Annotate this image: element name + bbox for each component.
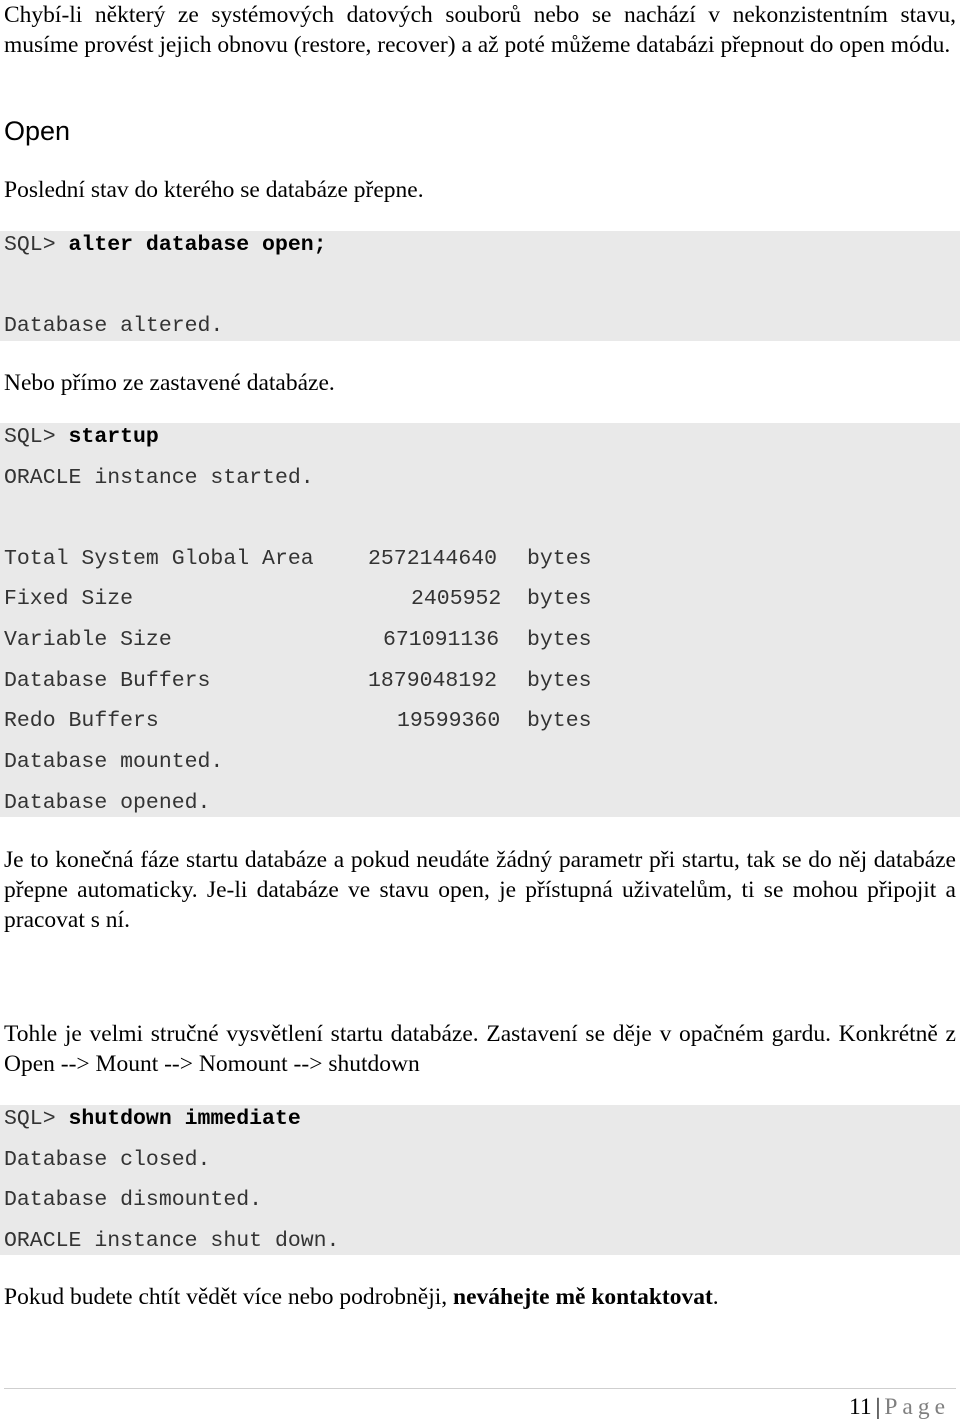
code-block-alter-open bbox=[0, 231, 960, 341]
sga-value: 671091136 bbox=[383, 628, 500, 652]
contact-link-text: neváhejte mě kontaktovat bbox=[453, 1284, 713, 1310]
code-line-output: Database altered. bbox=[4, 314, 224, 338]
sga-label: Database Buffers bbox=[4, 669, 211, 693]
contact-line: Pokud budete chtít vědět více nebo podrobněji, neváhejte mě kontaktovat. bbox=[4, 1284, 719, 1310]
sga-label: Variable Size bbox=[4, 628, 172, 652]
code-block-startup bbox=[0, 423, 960, 817]
page-label: Page bbox=[884, 1394, 950, 1420]
code-line-mounted: Database mounted. bbox=[4, 750, 224, 774]
code-line-shut-down: ORACLE instance shut down. bbox=[4, 1229, 340, 1253]
code-line-closed: Database closed. bbox=[4, 1148, 211, 1172]
final-stage-paragraph: Je to konečná fáze startu databáze a pokud neudáte žádný parametr při startu, tak se do něj databáze přepne automaticky. Je-li databáze ve stavu open, je přístupná uživatelům, ti se mohou připojit a pracovat s ní. bbox=[4, 847, 956, 933]
alternative-text: Nebo přímo ze zastavené databáze. bbox=[4, 370, 335, 396]
sga-label: Fixed Size bbox=[4, 587, 134, 611]
code-line-opened: Database opened. bbox=[4, 791, 211, 815]
code-block-shutdown bbox=[0, 1105, 960, 1255]
code-line-command: SQL> startup bbox=[4, 425, 159, 449]
code-line-command: SQL> shutdown immediate bbox=[4, 1107, 301, 1131]
footer-divider bbox=[4, 1388, 956, 1389]
code-line-dismounted: Database dismounted. bbox=[4, 1188, 263, 1212]
open-description: Poslední stav do kterého se databáze přepne. bbox=[4, 177, 424, 203]
summary-paragraph: Tohle je velmi stručné vysvětlení startu databáze. Zastavení se děje v opačném gardu. Konkrétně z Open --> Mount --> Nomount --> shutdown bbox=[4, 1021, 956, 1077]
page-number: 11 bbox=[848, 1394, 872, 1420]
sga-unit: bytes bbox=[527, 669, 592, 693]
section-heading-open: Open bbox=[4, 116, 71, 146]
sga-value: 2572144640 bbox=[368, 547, 498, 571]
sga-unit: bytes bbox=[527, 587, 592, 611]
page-footer bbox=[849, 1392, 950, 1422]
sga-unit: bytes bbox=[527, 628, 592, 652]
sga-label: Total System Global Area bbox=[4, 547, 314, 571]
sga-unit: bytes bbox=[527, 709, 592, 733]
sga-label: Redo Buffers bbox=[4, 709, 159, 733]
code-line-instance-started: ORACLE instance started. bbox=[4, 466, 314, 490]
sga-value: 2405952 bbox=[411, 587, 502, 611]
sga-value: 19599360 bbox=[397, 709, 501, 733]
code-line-command: SQL> alter database open; bbox=[4, 233, 327, 257]
sga-value: 1879048192 bbox=[368, 669, 498, 693]
footer-separator: | bbox=[875, 1394, 881, 1420]
intro-paragraph: Chybí-li některý ze systémových datových souborů nebo se nachází v nekonzistentním stavu, musíme provést jejich obnovu (restore, recover) a až poté můžeme databázi přepnout do open módu. bbox=[4, 2, 956, 58]
sga-unit: bytes bbox=[527, 547, 592, 571]
